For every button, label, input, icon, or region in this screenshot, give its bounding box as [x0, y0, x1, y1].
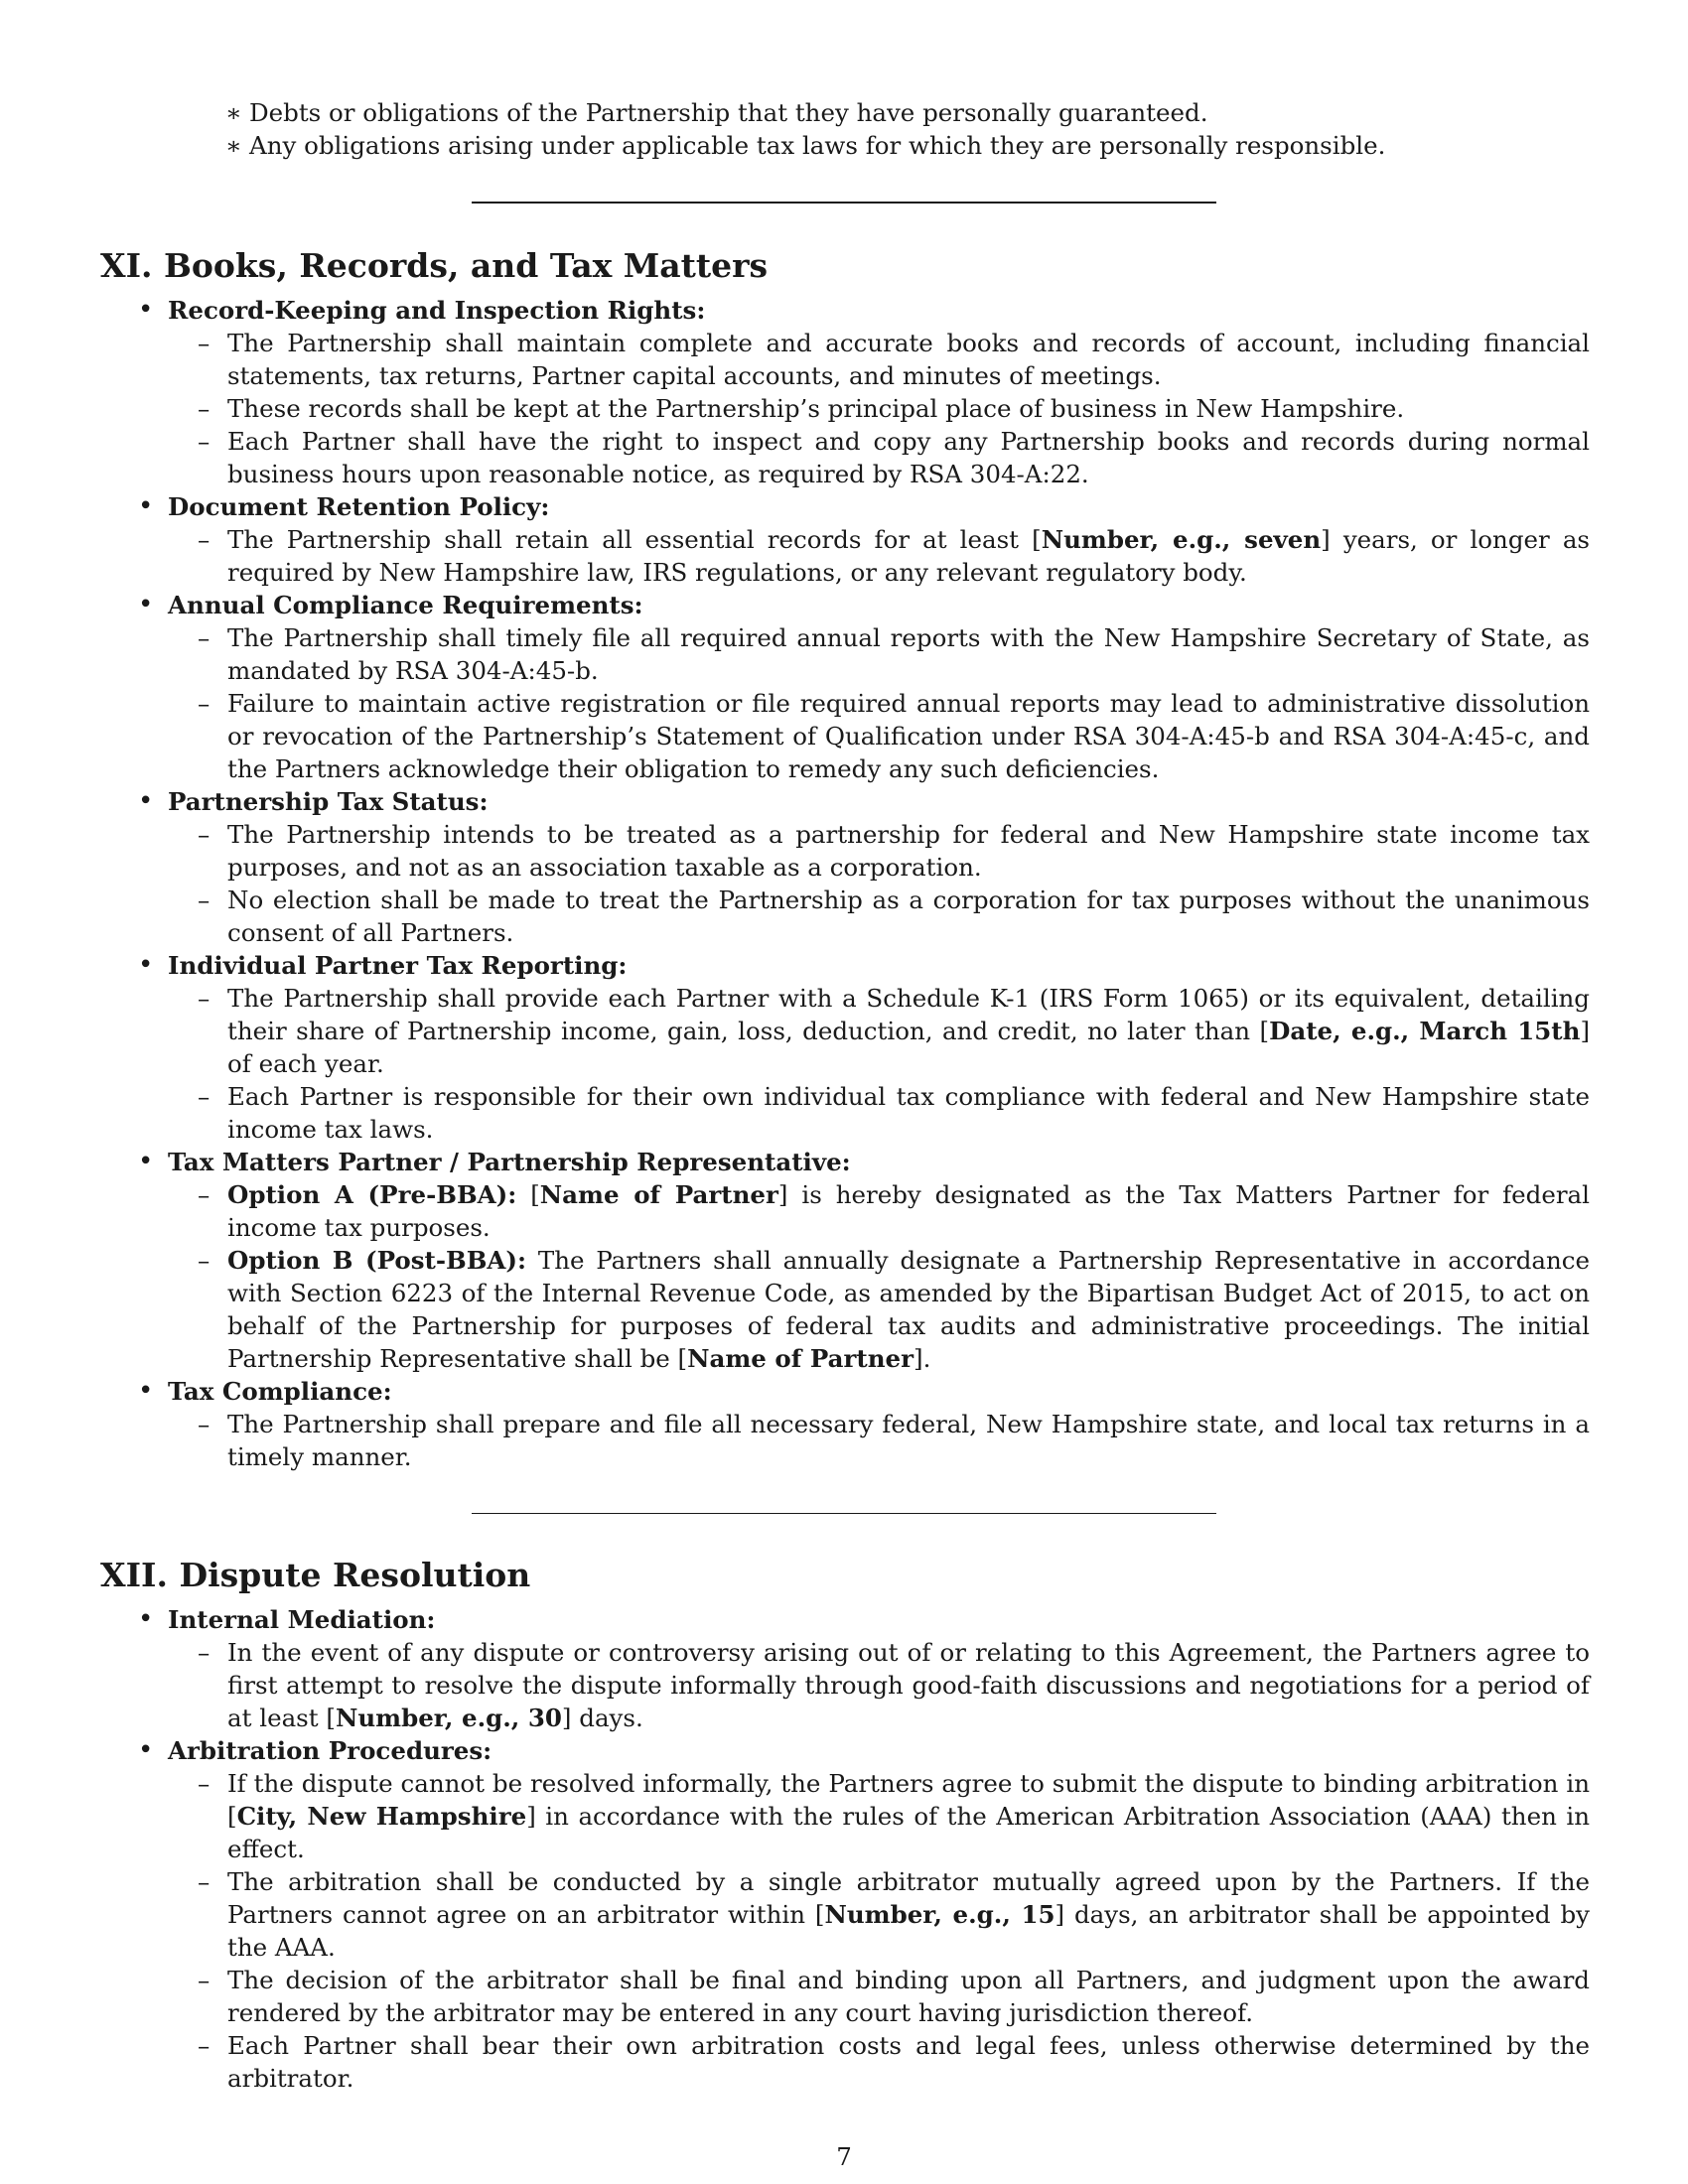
- section-title-books-records: XI. Books, Records, and Tax Matters: [100, 246, 769, 285]
- list-item: – The Partnership shall prepare and file all necessary federal, New Hampshire state, and local tax returns in a timely manner.: [227, 1408, 1590, 1473]
- list-item: – The Partnership shall timely file all required annual reports with the New Hampshire Secretary of State, as mandated by RSA 304-A:45-b.: [227, 621, 1590, 687]
- option-label: Option B (Post-BBA):: [227, 1246, 527, 1275]
- placeholder-field: Number, e.g., 30: [335, 1704, 562, 1732]
- arbitration-heading: Arbitration Procedures:: [168, 1736, 492, 1765]
- placeholder-field: Number, e.g., 15: [824, 1900, 1055, 1929]
- list-item: – The arbitration shall be conducted by a single arbitrator mutually agreed upon by the Partners. If the Partners cannot agree on an arbitrator within [Number, e.g., 15] days, an arbitrator shall be appointed by the AAA.: [227, 1865, 1590, 1964]
- list-item: – The Partnership shall provide each Partner with a Schedule K-1 (IRS Form 1065) or its equivalent, detailing their share of Partnership income, gain, loss, deduction, and credit, no later than [Date, e.g., March 15th] of each year.: [227, 982, 1590, 1080]
- section-11-list: [100, 294, 1590, 1473]
- list-item: – In the event of any dispute or controversy arising out of or relating to this Agreement, the Partners agree to first attempt to resolve the dispute informally through good-faith discussions and negotiations for a period of at least [Number, e.g., 30] days.: [227, 1636, 1590, 1734]
- mediation-heading: Internal Mediation:: [168, 1605, 436, 1634]
- section-divider: [472, 1513, 1216, 1514]
- list-item: ∗ Any obligations arising under applicable tax laws for which they are personally responsible.: [249, 129, 1590, 162]
- list-item: – No election shall be made to treat the Partnership as a corporation for tax purposes without the unanimous consent of all Partners.: [227, 884, 1590, 949]
- list-item: – Each Partner is responsible for their own individual tax compliance with federal and New Hampshire state income tax laws.: [227, 1080, 1590, 1146]
- tax-status-heading: Partnership Tax Status:: [168, 787, 489, 816]
- guarantee-list: [100, 96, 1590, 162]
- tax-compliance-item: [168, 1375, 1590, 1473]
- annual-compliance-item: [168, 589, 1590, 785]
- placeholder-field: Name of Partner: [539, 1180, 778, 1209]
- placeholder-field: Date, e.g., March 15th: [1269, 1017, 1581, 1045]
- retention-heading: Document Retention Policy:: [168, 492, 550, 521]
- placeholder-field: Number, e.g., seven: [1041, 525, 1322, 554]
- list-item: ∗ Debts or obligations of the Partnership that they have personally guaranteed.: [249, 96, 1590, 129]
- mediation-item: [168, 1603, 1590, 1734]
- document-page: [100, 96, 1590, 2095]
- tax-compliance-heading: Tax Compliance:: [168, 1377, 392, 1406]
- page-number: 7: [836, 2142, 852, 2171]
- list-item: – The Partnership shall retain all essential records for at least [Number, e.g., seven] years, or longer as required by New Hampshire law, IRS regulations, or any relevant regulatory body.: [227, 523, 1590, 589]
- list-item: – Each Partner shall have the right to inspect and copy any Partnership books and records during normal business hours upon reasonable notice, as required by RSA 304-A:22.: [227, 425, 1590, 490]
- section-title-dispute-resolution: XII. Dispute Resolution: [100, 1556, 531, 1594]
- annual-compliance-heading: Annual Compliance Requirements:: [168, 591, 643, 619]
- list-item: – Option A (Pre-BBA): [Name of Partner] is hereby designated as the Tax Matters Partner for federal income tax purposes.: [227, 1178, 1590, 1244]
- tax-status-item: [168, 785, 1590, 949]
- list-item: – The Partnership intends to be treated as a partnership for federal and New Hampshire state income tax purposes, and not as an association taxable as a corporation.: [227, 818, 1590, 884]
- list-item: – Each Partner shall bear their own arbitration costs and legal fees, unless otherwise determined by the arbitrator.: [227, 2029, 1590, 2095]
- placeholder-field: Name of Partner: [687, 1344, 914, 1373]
- list-item: – The Partnership shall maintain complete and accurate books and records of account, including financial statements, tax returns, Partner capital accounts, and minutes of meetings.: [227, 327, 1590, 392]
- record-keeping-heading: Record-Keeping and Inspection Rights:: [168, 296, 706, 325]
- tax-matters-item: [168, 1146, 1590, 1375]
- individual-tax-item: [168, 949, 1590, 1146]
- list-item: – Option B (Post-BBA): The Partners shall annually designate a Partnership Representative in accordance with Section 6223 of the Internal Revenue Code, as amended by the Bipartisan Budget Act of 2015, to act on behalf of the Partnership for purposes of federal tax audits and administrative proceedings. The initial Partnership Representative shall be [Name of Partner].: [227, 1244, 1590, 1375]
- individual-tax-heading: Individual Partner Tax Reporting:: [168, 951, 628, 980]
- list-item: – If the dispute cannot be resolved informally, the Partners agree to submit the dispute to binding arbitration in [City, New Hampshire] in accordance with the rules of the American Arbitration Association (AAA) then in effect.: [227, 1767, 1590, 1865]
- tax-matters-heading: Tax Matters Partner / Partnership Representative:: [168, 1148, 851, 1176]
- section-divider: [472, 202, 1216, 204]
- placeholder-field: City, New Hampshire: [236, 1802, 527, 1831]
- record-keeping-item: [168, 294, 1590, 490]
- retention-item: [168, 490, 1590, 589]
- list-item: – Failure to maintain active registration or file required annual reports may lead to administrative dissolution or revocation of the Partnership’s Statement of Qualification under RSA 304-A:45-b and RSA 304-A:45-c, and the Partners acknowledge their obligation to remedy any such deficiencies.: [227, 687, 1590, 785]
- option-label: Option A (Pre-BBA):: [227, 1180, 517, 1209]
- list-item: – These records shall be kept at the Partnership’s principal place of business in New Hampshire.: [227, 392, 1590, 425]
- arbitration-item: [168, 1734, 1590, 2095]
- section-12-list: [100, 1603, 1590, 2095]
- list-item: – The decision of the arbitrator shall be final and binding upon all Partners, and judgment upon the award rendered by the arbitrator may be entered in any court having jurisdiction thereof.: [227, 1964, 1590, 2029]
